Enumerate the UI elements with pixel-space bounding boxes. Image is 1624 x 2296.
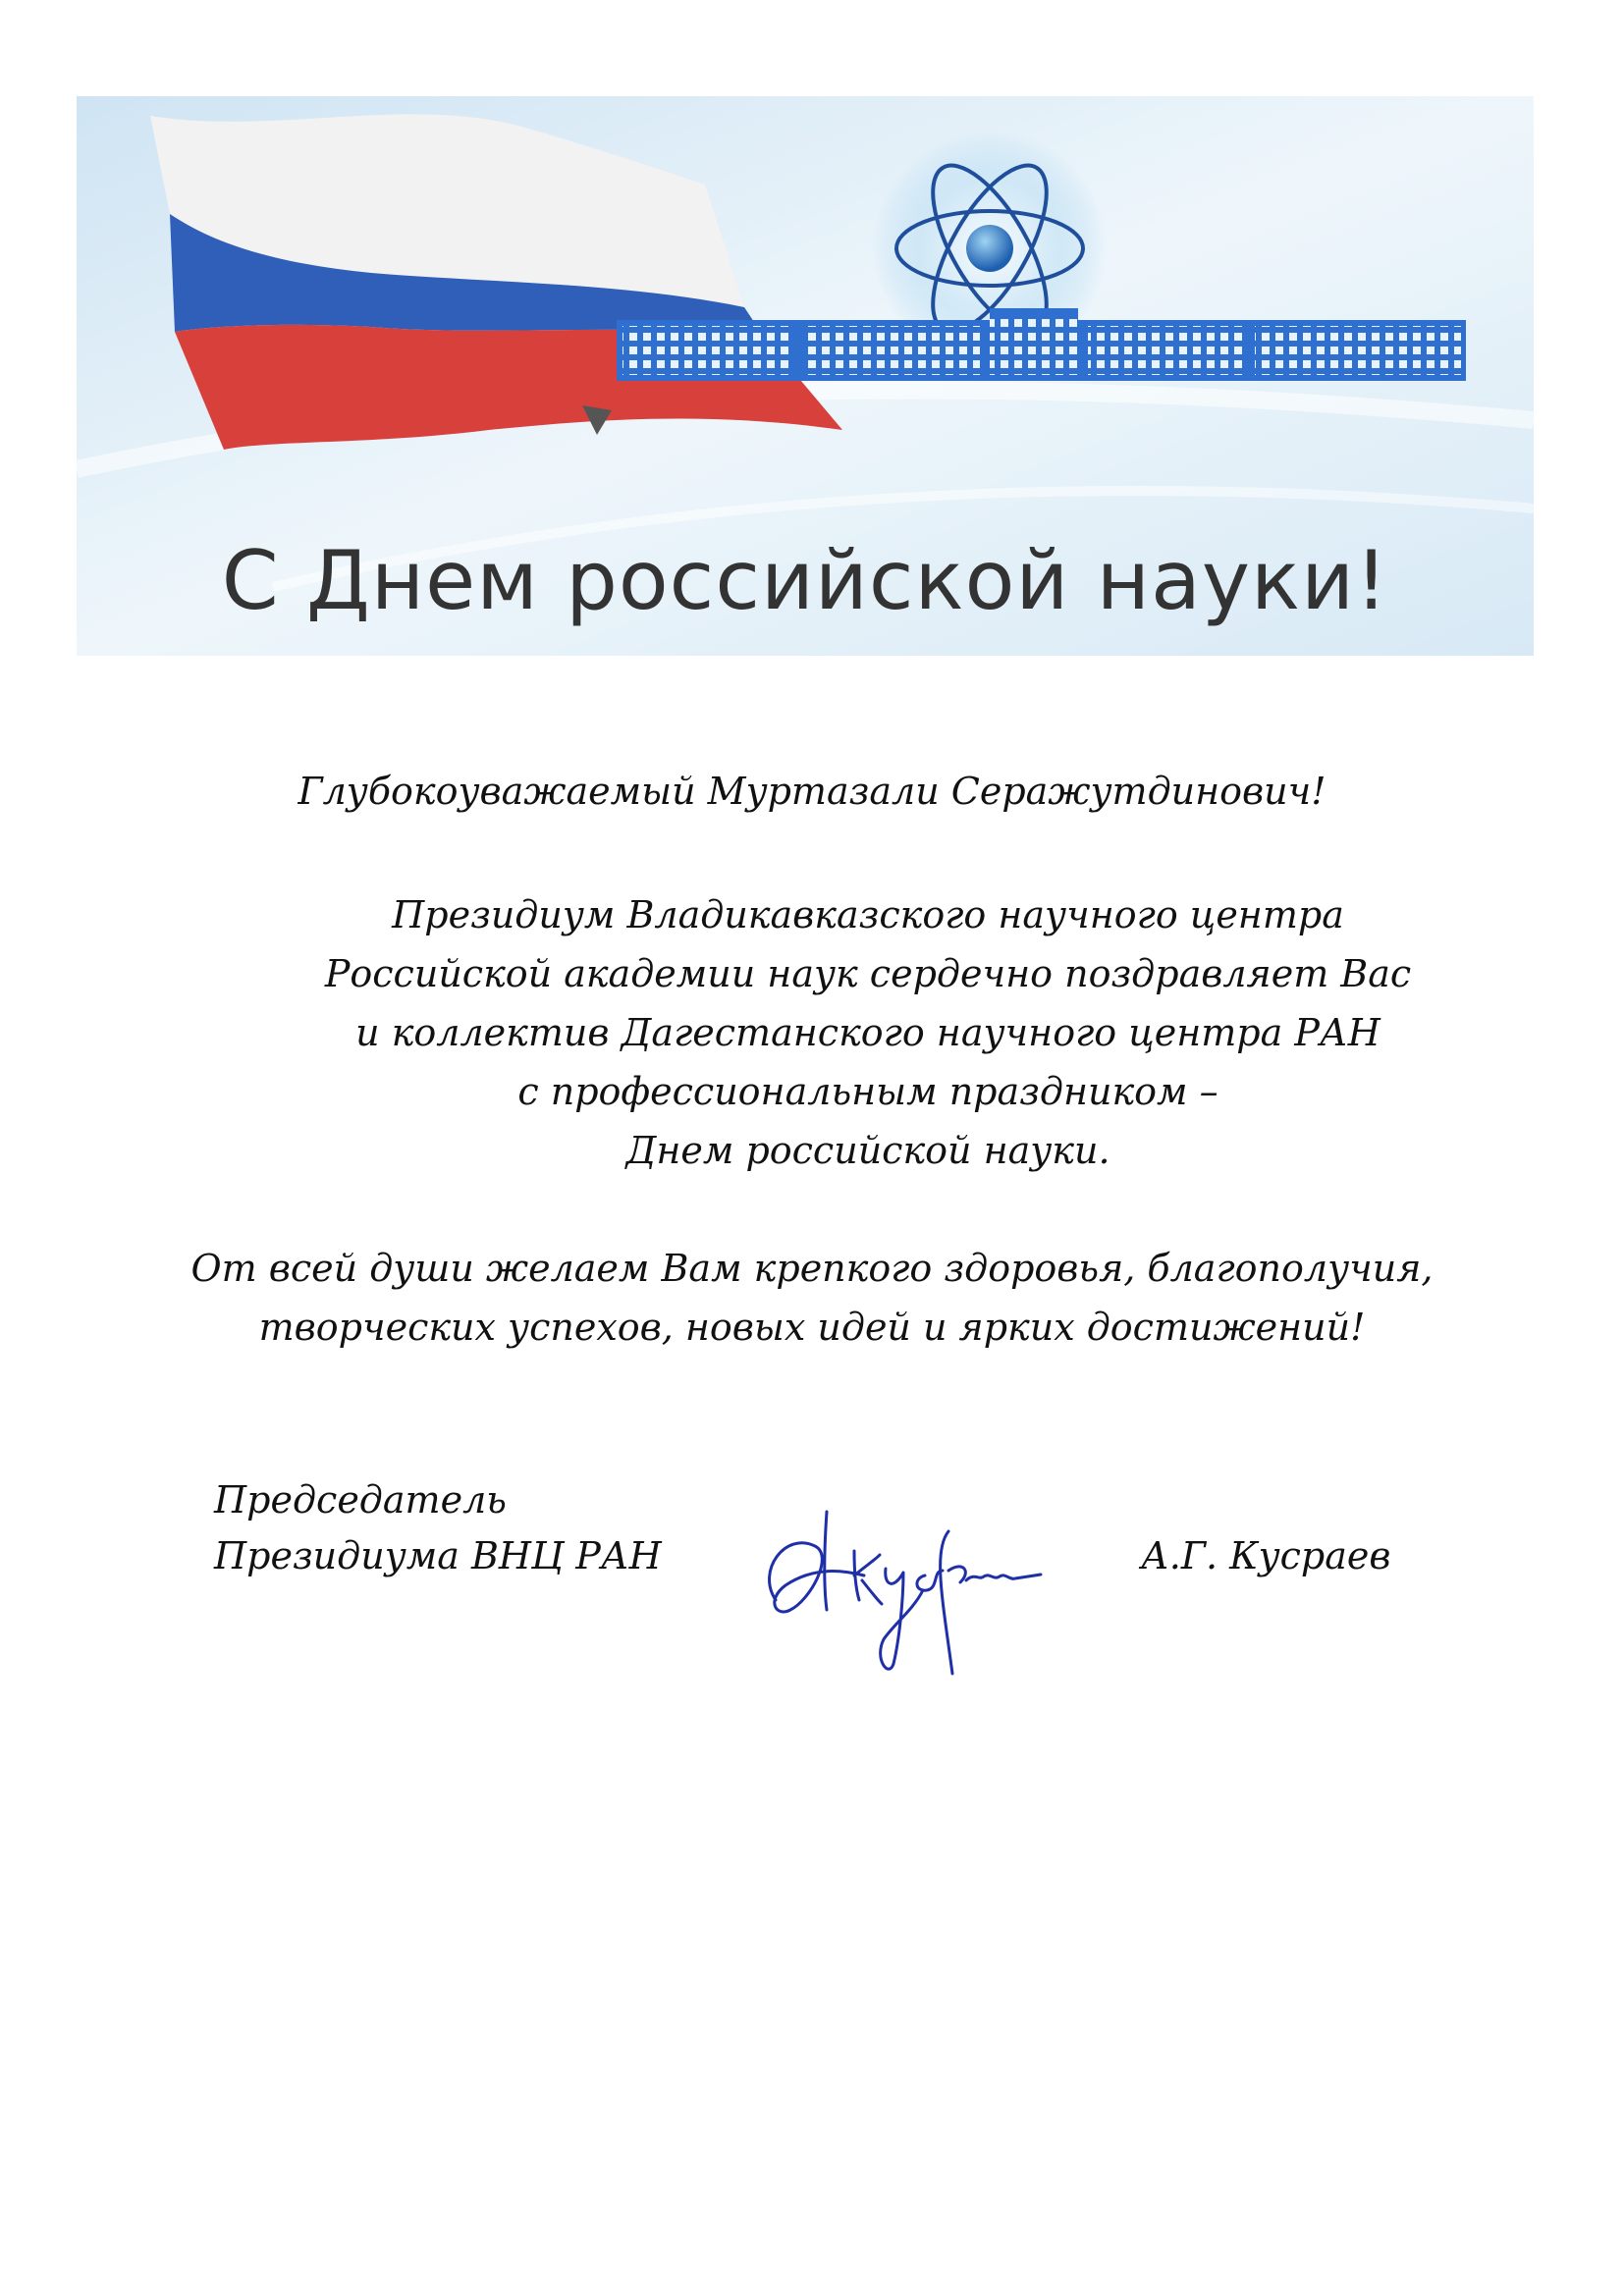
body-paragraph	[56, 885, 1624, 1180]
body-line: и коллектив Дагестанского научного центра РАН	[355, 1011, 1380, 1054]
body-line: Российской академии наук сердечно поздравляет Вас	[324, 952, 1412, 995]
signer-name: А.Г. Кусраев	[1141, 1534, 1391, 1577]
wishes-paragraph	[0, 1239, 1624, 1357]
body-line: с профессиональным праздником –	[517, 1070, 1218, 1113]
wish-line: творческих успехов, новых идей и ярких достижений!	[258, 1306, 1366, 1349]
body-line: Днем российской науки.	[625, 1129, 1110, 1172]
handwritten-signature	[756, 1492, 1051, 1688]
banner-title: С Днем российской науки!	[221, 533, 1389, 628]
greeting-banner	[77, 96, 1534, 656]
salutation: Глубокоуважаемый Муртазали Серажутдинович!	[298, 770, 1326, 813]
wish-line: От всей души желаем Вам крепкого здоровья, благополучия,	[190, 1247, 1434, 1290]
position-line: Президиума ВНЦ РАН	[214, 1534, 662, 1577]
signer-position	[214, 1472, 662, 1584]
position-line: Председатель	[214, 1478, 507, 1522]
body-line: Президиум Владикавказского научного центра	[392, 893, 1344, 936]
